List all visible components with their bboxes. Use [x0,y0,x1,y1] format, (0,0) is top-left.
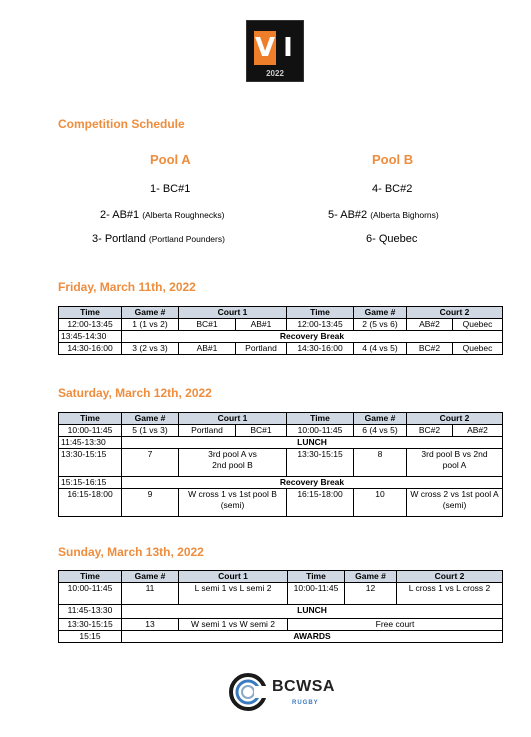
day-heading-friday: Friday, March 11th, 2022 [58,280,196,294]
col-court1: Court 1 [179,413,287,425]
bcwsa-name: BCWSA [272,678,335,695]
pool-a-heading: Pool A [150,152,191,167]
pool-b-team: 6- Quebec [366,233,418,245]
cell-team: BC#2 [407,425,453,437]
cell-time: 10:00-11:45 [287,425,354,437]
table-row [59,437,503,449]
cell-time: 12:00-13:45 [59,319,122,331]
cell-game: 2 (5 vs 6) [354,319,407,331]
day-heading-saturday: Saturday, March 12th, 2022 [58,386,212,400]
cell-time: 13:30-15:15 [59,619,122,631]
cell-time: 10:00-11:45 [288,583,345,605]
page-title: Competition Schedule [58,117,185,131]
cell-team: Quebec [453,343,503,355]
table-row [59,331,503,343]
cell-time: 13:30-15:15 [59,449,122,477]
cell-game: 9 [122,489,179,517]
table-row [59,343,503,355]
cell-time: 13:45-14:30 [59,331,122,343]
cell-team: AB#1 [179,343,236,355]
table-row [59,319,503,331]
cell-game: 5 (1 vs 3) [122,425,179,437]
cell-team: AB#2 [453,425,503,437]
pool-b-team: 4- BC#2 [372,183,413,195]
cell-time: 12:00-13:45 [287,319,354,331]
cell-matchup: 3rd pool A vs 2nd pool B [179,449,287,477]
cell-game: 3 (2 vs 3) [122,343,179,355]
cell-matchup: W semi 1 vs W semi 2 [179,619,288,631]
col-court1: Court 1 [179,571,288,583]
col-time: Time [59,307,122,319]
col-court1: Court 1 [179,307,287,319]
col-game: Game # [354,413,407,425]
table-row [59,631,503,643]
cell-team: Quebec [453,319,503,331]
table-header-row [59,571,503,583]
pool-b-team: 5- AB#2 (Alberta Bighorns) [328,209,439,221]
logo-letter-v: V [254,33,276,63]
col-time: Time [59,571,122,583]
table-row [59,583,503,605]
col-court2: Court 2 [397,571,503,583]
col-game: Game # [345,571,397,583]
table-row [59,605,503,619]
col-court2: Court 2 [407,307,503,319]
col-game: Game # [354,307,407,319]
cell-game: 11 [122,583,179,605]
friday-schedule-table [58,306,503,355]
col-time: Time [287,413,354,425]
cell-game: 8 [354,449,407,477]
col-game: Game # [122,571,179,583]
cell-matchup: 3rd pool B vs 2nd pool A [407,449,503,477]
cell-time: 16:15-18:00 [59,489,122,517]
col-time: Time [59,413,122,425]
logo-year: 2022 [266,69,284,78]
cell-time: 15:15-16:15 [59,477,122,489]
table-header-row [59,413,503,425]
table-header-row [59,307,503,319]
table-row [59,489,503,517]
cell-team: AB#2 [407,319,453,331]
cell-matchup: W cross 2 vs 1st pool A (semi) [407,489,503,517]
col-court2: Court 2 [407,413,503,425]
table-row [59,619,503,631]
cell-team: Portland [236,343,287,355]
cell-game: 13 [122,619,179,631]
col-time: Time [288,571,345,583]
bcwsa-swirl-icon [228,672,268,712]
bcwsa-logo [228,672,348,712]
logo-letter-i: I [283,33,293,63]
pool-a-team: 1- BC#1 [150,183,191,195]
table-row [59,449,503,477]
cell-awards: AWARDS [122,631,503,643]
pool-a-team: 3- Portland (Portland Pounders) [92,233,225,245]
col-game: Game # [122,413,179,425]
cell-game: 10 [354,489,407,517]
cell-matchup: L cross 1 vs L cross 2 [397,583,503,605]
cell-time: 10:00-11:45 [59,583,122,605]
cell-game: 1 (1 vs 2) [122,319,179,331]
bcwsa-sub: RUGBY [292,700,319,706]
cell-game: 4 (4 vs 5) [354,343,407,355]
sunday-schedule-table [58,570,503,643]
cell-break: Recovery Break [122,331,503,343]
cell-lunch: LUNCH [122,605,503,619]
table-row [59,425,503,437]
col-time: Time [287,307,354,319]
cell-team: AB#1 [236,319,287,331]
cell-game: 6 (4 vs 5) [354,425,407,437]
cell-team: BC#1 [179,319,236,331]
table-row [59,477,503,489]
col-game: Game # [122,307,179,319]
cell-time: 15:15 [59,631,122,643]
cell-team: BC#2 [407,343,453,355]
saturday-schedule-table [58,412,503,517]
cell-lunch: LUNCH [122,437,503,449]
cell-matchup: L semi 1 vs L semi 2 [179,583,288,605]
cell-time: 11:45-13:30 [59,437,122,449]
cell-time: 10:00-11:45 [59,425,122,437]
pool-a-team: 2- AB#1 (Alberta Roughnecks) [100,209,225,221]
pool-b-heading: Pool B [372,152,414,167]
day-heading-sunday: Sunday, March 13th, 2022 [58,545,204,559]
cell-time: 11:45-13:30 [59,605,122,619]
cell-game: 7 [122,449,179,477]
cell-game: 12 [345,583,397,605]
cell-free-court: Free court [288,619,503,631]
cell-team: Portland [179,425,236,437]
cell-time: 13:30-15:15 [287,449,354,477]
cell-time: 14:30-16:00 [287,343,354,355]
cell-break: Recovery Break [122,477,503,489]
cell-time: 14:30-16:00 [59,343,122,355]
cell-team: BC#1 [236,425,287,437]
cell-time: 16:15-18:00 [287,489,354,517]
cell-matchup: W cross 1 vs 1st pool B (semi) [179,489,287,517]
event-logo [246,20,304,82]
